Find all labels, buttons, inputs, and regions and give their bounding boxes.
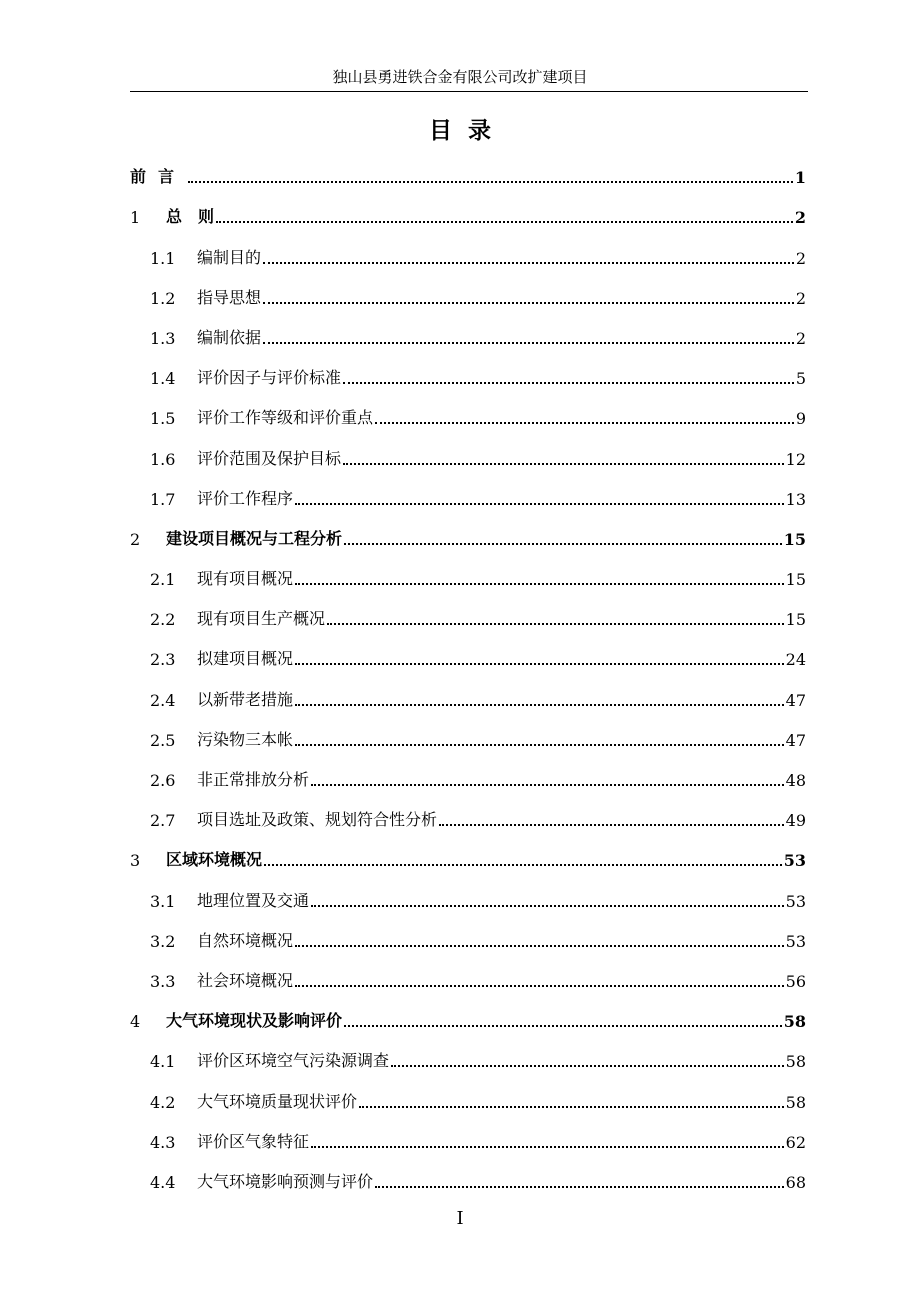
toc-chapter-entry[interactable] [130, 833, 806, 873]
toc-section-entry[interactable] [130, 793, 806, 833]
toc-entry-title: 指导思想 [197, 287, 262, 307]
toc-entry-title: 评价工作程序 [197, 488, 294, 508]
toc-entry-number: 2.2 [150, 610, 176, 630]
toc-entry-title: 区域环境概况 [166, 850, 263, 870]
toc-entry-title: 评价区环境空气污染源调查 [197, 1051, 390, 1071]
toc-entry-title: 大气环境质量现状评价 [197, 1091, 358, 1111]
toc-section-entry[interactable] [130, 351, 806, 391]
toc-entry-title: 建设项目概况与工程分析 [166, 528, 343, 548]
toc-entry-page: 68 [785, 1172, 806, 1192]
toc-leader-dots [263, 341, 794, 344]
toc-leader-dots [263, 261, 794, 264]
toc-entry-number: 1.3 [150, 328, 176, 348]
toc-entry-page: 58 [783, 1012, 806, 1032]
toc-entry-number: 1 [130, 208, 141, 228]
toc-entry-title: 大气环境影响预测与评价 [197, 1171, 374, 1191]
toc-entry-page: 5 [795, 369, 806, 389]
toc-leader-dots [439, 823, 784, 826]
toc-entry-number: 3.3 [150, 971, 176, 991]
toc-entry-number: 1.4 [150, 369, 176, 389]
toc-entry-page: 2 [795, 248, 806, 268]
toc-entry-page: 9 [795, 409, 806, 429]
toc-entry-title: 以新带老措施 [197, 689, 294, 709]
toc-section-entry[interactable] [130, 632, 806, 672]
toc-leader-dots [263, 301, 794, 304]
toc-section-entry[interactable] [130, 311, 806, 351]
toc-section-entry[interactable] [130, 1074, 806, 1114]
toc-leader-dots [295, 703, 784, 706]
toc-entry-page: 62 [785, 1132, 806, 1152]
toc-entry-page: 58 [785, 1052, 806, 1072]
toc-entry-number: 4.2 [150, 1092, 176, 1112]
toc-leader-dots [188, 180, 793, 183]
toc-entry-number: 2 [130, 529, 141, 549]
toc-entry-page: 47 [785, 690, 806, 710]
toc-leader-dots [375, 1185, 784, 1188]
toc-entry-number: 1.1 [150, 248, 176, 268]
toc-chapter-entry[interactable] [130, 190, 806, 230]
toc-leader-dots [311, 783, 784, 786]
toc-leader-dots [375, 421, 794, 424]
toc-leader-dots [264, 863, 782, 866]
toc-leader-dots [311, 1145, 784, 1148]
toc-leader-dots [295, 502, 784, 505]
toc-entry-number: 1.2 [150, 288, 176, 308]
toc-leader-dots [295, 582, 784, 585]
toc-entry-number: 2.6 [150, 771, 176, 790]
toc-section-entry[interactable] [130, 713, 806, 753]
toc-entry-title: 非正常排放分析 [197, 770, 310, 789]
toc-title: 目 录 [428, 118, 491, 144]
toc-section-entry[interactable] [130, 552, 806, 592]
toc-entry-number: 2.1 [150, 570, 176, 590]
toc-entry-title: 现有项目生产概况 [197, 609, 326, 629]
toc-entry-title: 自然环境概况 [197, 930, 294, 950]
toc-leader-dots [295, 743, 784, 746]
toc-entry-title: 大气环境现状及影响评价 [166, 1011, 343, 1031]
toc-section-entry[interactable] [130, 1115, 806, 1155]
toc-leader-dots [311, 904, 784, 907]
toc-entry-title: 社会环境概况 [197, 970, 294, 990]
toc-section-entry[interactable] [130, 472, 806, 512]
page-number: I [456, 1208, 464, 1229]
table-of-contents [130, 150, 806, 1195]
toc-entry-number: 3.1 [150, 891, 176, 911]
toc-chapter-entry[interactable] [130, 150, 806, 190]
toc-section-entry[interactable] [130, 672, 806, 712]
toc-entry-page: 49 [785, 811, 806, 831]
toc-section-entry[interactable] [130, 391, 806, 431]
toc-chapter-entry[interactable] [130, 512, 806, 552]
toc-entry-number: 4.3 [150, 1132, 176, 1152]
toc-entry-page: 15 [783, 529, 806, 549]
toc-entry-title: 项目选址及政策、规划符合性分析 [197, 810, 438, 830]
toc-entry-page: 48 [785, 771, 806, 790]
toc-leader-dots [343, 462, 784, 465]
toc-section-entry[interactable] [130, 592, 806, 632]
toc-entry-page: 53 [783, 851, 806, 871]
toc-leader-dots [216, 220, 793, 223]
toc-entry-page: 58 [785, 1092, 806, 1112]
toc-entry-title: 总 则 [166, 207, 215, 227]
toc-entry-title: 地理位置及交通 [197, 890, 310, 910]
toc-entry-page: 2 [795, 288, 806, 308]
toc-entry-page: 2 [794, 208, 806, 228]
toc-entry-page: 53 [785, 891, 806, 911]
toc-entry-number: 3 [130, 851, 141, 871]
toc-entry-title: 现有项目概况 [197, 569, 294, 589]
toc-entry-title: 拟建项目概况 [197, 649, 294, 669]
toc-leader-dots [343, 381, 794, 384]
toc-leader-dots [295, 944, 784, 947]
toc-section-entry[interactable] [130, 431, 806, 471]
toc-chapter-entry[interactable] [130, 994, 806, 1034]
toc-entry-page: 15 [785, 570, 806, 590]
toc-entry-number: 1.5 [150, 409, 176, 429]
toc-leader-dots [295, 984, 784, 987]
toc-entry-number: 2.4 [150, 690, 176, 710]
toc-section-entry[interactable] [130, 230, 806, 270]
toc-entry-title: 评价区气象特征 [197, 1131, 310, 1151]
toc-section-entry[interactable] [130, 914, 806, 954]
toc-entry-title: 评价工作等级和评价重点 [197, 408, 374, 428]
toc-entry-page: 13 [785, 489, 806, 509]
toc-entry-title: 评价范围及保护目标 [197, 448, 342, 468]
toc-leader-dots [327, 622, 784, 625]
toc-entry-title: 编制依据 [197, 327, 262, 347]
toc-entry-page: 56 [785, 971, 806, 991]
header-rule [130, 91, 808, 92]
toc-entry-number: 2.7 [150, 811, 176, 831]
toc-section-entry[interactable] [130, 1034, 806, 1074]
toc-entry-page: 47 [785, 730, 806, 750]
toc-leader-dots [344, 542, 782, 545]
toc-leader-dots [295, 662, 784, 665]
toc-leader-dots [344, 1024, 782, 1027]
toc-entry-page: 15 [785, 610, 806, 630]
toc-entry-number: 4 [130, 1012, 141, 1032]
running-header: 独山县勇进铁合金有限公司改扩建项目 [332, 68, 588, 86]
toc-entry-number: 2.3 [150, 650, 176, 670]
toc-entry-title: 编制目的 [197, 247, 262, 267]
toc-entry-title: 污染物三本帐 [197, 729, 294, 749]
toc-section-entry[interactable] [130, 753, 806, 793]
toc-section-entry[interactable] [130, 271, 806, 311]
toc-entry-number: 2.5 [150, 730, 176, 750]
toc-leader-dots [359, 1105, 784, 1108]
toc-entry-number: 1.6 [150, 449, 176, 469]
toc-entry-title: 前言 [130, 167, 187, 187]
toc-entry-page: 12 [785, 449, 806, 469]
toc-leader-dots [391, 1064, 784, 1067]
toc-entry-number: 4.4 [150, 1172, 176, 1192]
toc-entry-number: 3.2 [150, 931, 176, 951]
toc-entry-title: 评价因子与评价标准 [197, 368, 342, 388]
toc-section-entry[interactable] [130, 873, 806, 913]
toc-entry-number: 4.1 [150, 1052, 176, 1072]
toc-entry-page: 2 [795, 328, 806, 348]
toc-entry-page: 53 [785, 931, 806, 951]
toc-entry-page: 1 [794, 168, 806, 188]
toc-entry-number: 1.7 [150, 489, 176, 509]
toc-section-entry[interactable] [130, 1155, 806, 1195]
toc-section-entry[interactable] [130, 954, 806, 994]
toc-entry-page: 24 [785, 650, 806, 670]
